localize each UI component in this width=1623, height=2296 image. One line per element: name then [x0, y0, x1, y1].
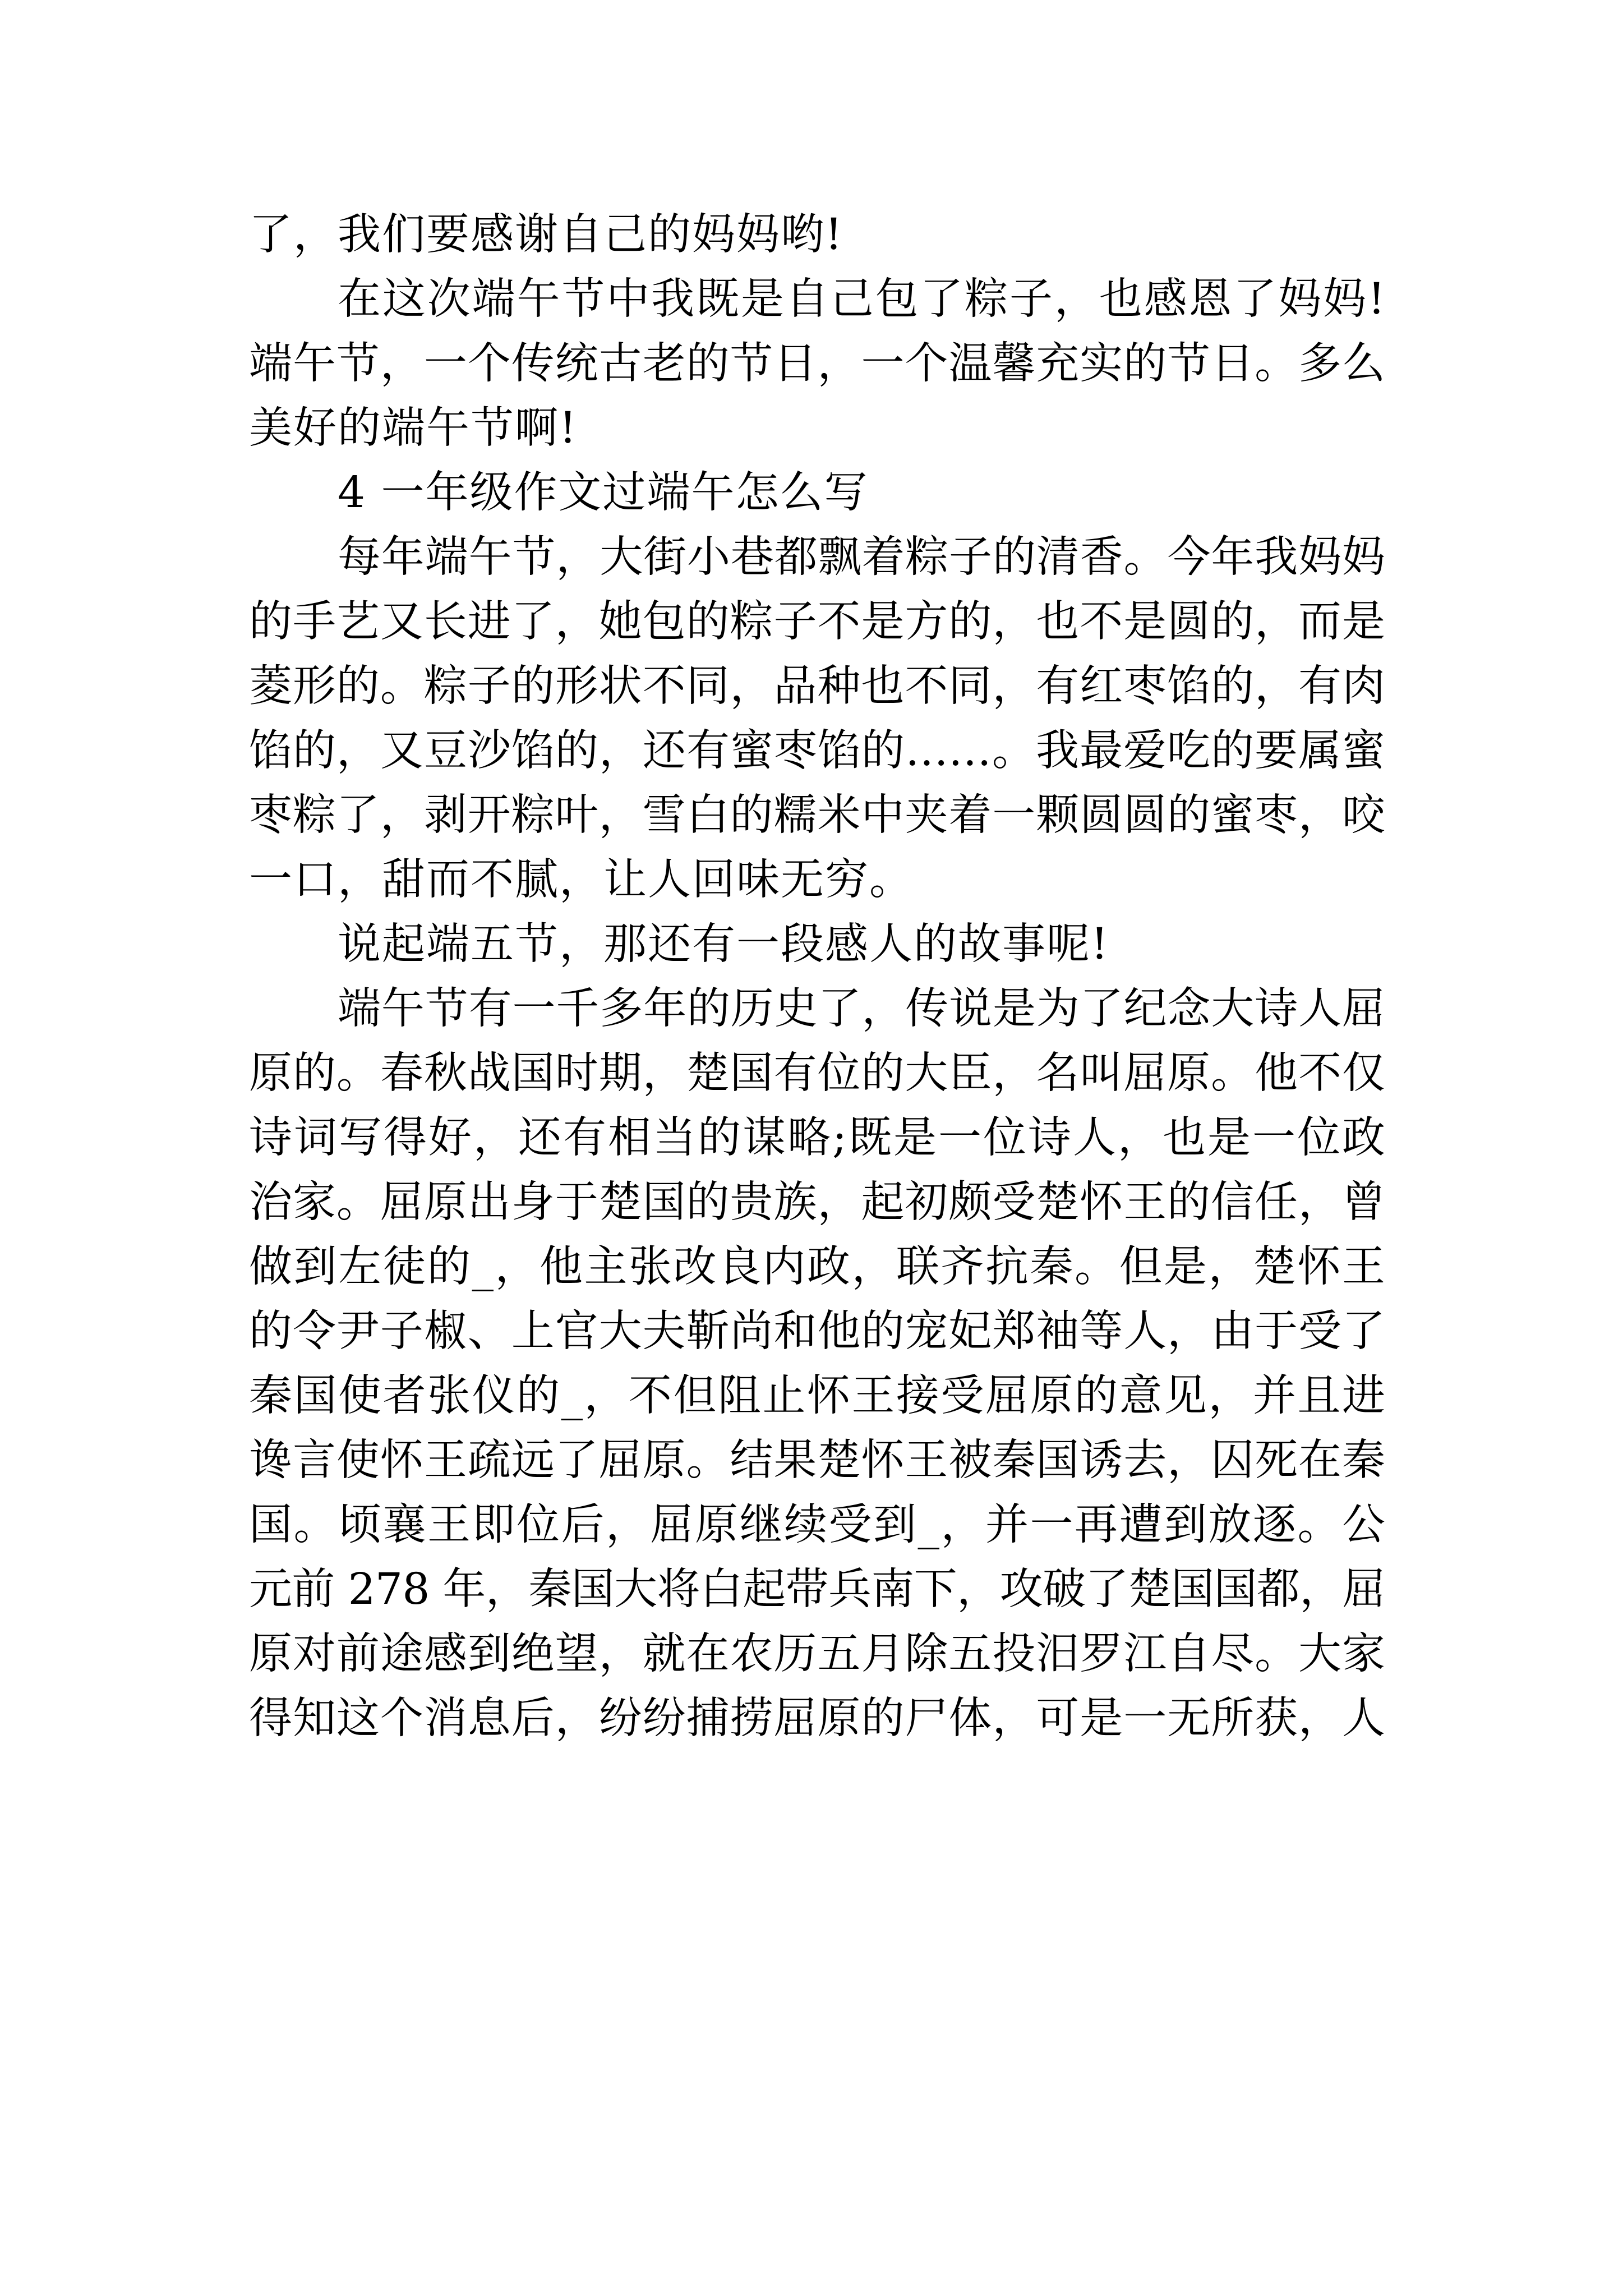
essay-text — [249, 208, 1385, 1756]
paragraph-start-line: 端午节有一千多年的历史了，传说是为了纪念大诗人屈 — [338, 984, 1385, 1034]
text-line: 元前 278 年，秦国大将白起带兵南下，攻破了楚国国都，屈 — [249, 1565, 1385, 1614]
text-line: 枣粽了，剥开粽叶，雪白的糯米中夹着一颗圆圆的蜜枣，咬 — [249, 790, 1385, 840]
text-line: 原对前途感到绝望，就在农历五月除五投汨罗江自尽。大家 — [249, 1629, 1385, 1679]
text-line: 的手艺又长进了，她包的粽子不是方的，也不是圆的，而是 — [249, 597, 1385, 647]
text-line: 端午节，一个传统古老的节日，一个温馨充实的节日。多么 — [249, 339, 1385, 389]
paragraph-start-line: 说起端五节，那还有一段感人的故事呢! — [338, 919, 1109, 969]
text-line: 诗词写得好，还有相当的谋略;既是一位诗人，也是一位政 — [249, 1113, 1385, 1163]
text-line: 的令尹子椒、上官大夫靳尚和他的宠妃郑袖等人，由于受了 — [249, 1306, 1385, 1356]
text-line: 菱形的。粽子的形状不同，品种也不同，有红枣馅的，有肉 — [249, 661, 1385, 711]
text-line: 谗言使怀王疏远了屈原。结果楚怀王被秦国诱去，囚死在秦 — [249, 1435, 1385, 1485]
text-line: 治家。屈原出身于楚国的贵族，起初颇受楚怀王的信任，曾 — [249, 1177, 1385, 1227]
text-line: 原的。春秋战国时期，楚国有位的大臣，名叫屈原。他不仅 — [249, 1048, 1385, 1098]
text-line: 一口，甜而不腻，让人回味无穷。 — [249, 855, 914, 905]
text-line: 做到左徒的_，他主张改良内政，联齐抗秦。但是，楚怀王 — [249, 1242, 1385, 1292]
paragraph-start-line: 每年端午节，大街小巷都飘着粽子的清香。今年我妈妈 — [338, 532, 1385, 582]
text-line: 了，我们要感谢自己的妈妈哟! — [249, 210, 843, 260]
section-heading: 4 一年级作文过端午怎么写 — [338, 468, 869, 518]
text-line: 得知这个消息后，纷纷捕捞屈原的尸体，可是一无所获，人 — [249, 1694, 1385, 1743]
text-line: 国。顷襄王即位后，屈原继续受到_，并一再遭到放逐。公 — [249, 1500, 1385, 1550]
text-line: 美好的端午节啊! — [249, 403, 578, 453]
paragraph-start-line: 在这次端午节中我既是自己包了粽子，也感恩了妈妈! — [338, 274, 1385, 324]
text-line: 秦国使者张仪的_，不但阻止怀王接受屈原的意见，并且进 — [249, 1371, 1385, 1421]
text-line: 馅的，又豆沙馅的，还有蜜枣馅的……。我最爱吃的要属蜜 — [249, 726, 1385, 776]
